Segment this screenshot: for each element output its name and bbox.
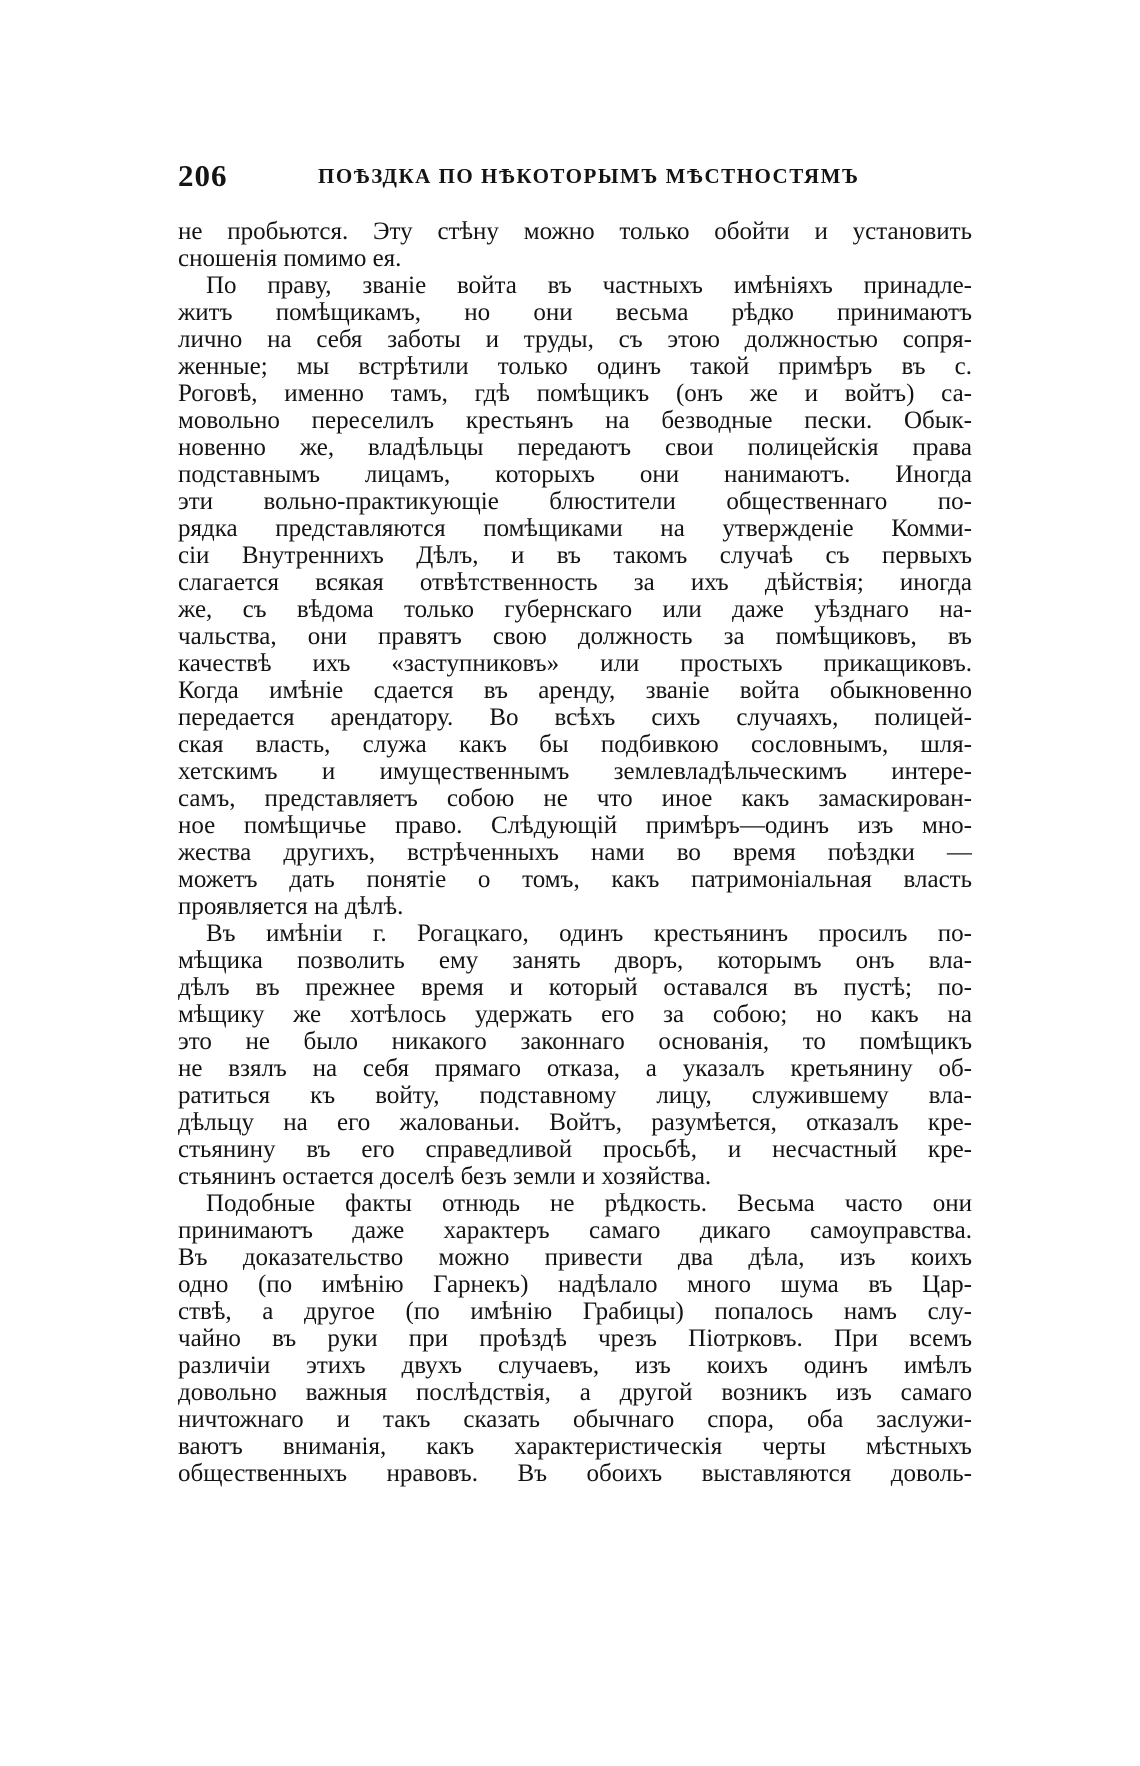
text-line: новенно же, владѣльцы передаютъ свои полицейскія права <box>178 434 972 461</box>
text-line: сношенія помимо ея. <box>178 245 402 272</box>
text-line: ратиться къ войту, подставному лицу, служившему вла- <box>178 1082 972 1109</box>
text-line: ничтожнаго и такъ сказать обычнаго спора, оба заслужи- <box>178 1406 972 1433</box>
text-line: ская власть, служа какъ бы подбивкою сословнымъ, шля- <box>178 731 972 758</box>
running-title: ПОѢЗДКА ПО НѢКОТОРЫМЪ МѢСТНОСТЯМЪ <box>318 164 860 188</box>
text-line: хетскимъ и имущественнымъ землевладѣльческимъ интере- <box>178 758 972 785</box>
text-line: стьянину въ его справедливой просьбѣ, и несчастный кре- <box>178 1136 972 1163</box>
paragraph-first-line: Подобные факты отнюдь не рѣдкость. Весьма часто они <box>206 1190 972 1217</box>
text-line: различіи этихъ двухъ случаевъ, изъ коихъ одинъ имѣлъ <box>178 1352 972 1379</box>
text-line: Въ доказательство можно привести два дѣла, изъ коихъ <box>178 1244 972 1271</box>
text-line: слагается всякая отвѣтственность за ихъ дѣйствія; иногда <box>178 569 972 596</box>
text-line: мѣщику же хотѣлось удержать его за собою; но какъ на <box>178 1001 972 1028</box>
text-line: лично на себя заботы и труды, съ этою должностью сопря- <box>178 326 972 353</box>
text-line: чальства, они правятъ свою должность за помѣщиковъ, въ <box>178 623 972 650</box>
text-line: эти вольно-практикующіе блюстители общественнаго по- <box>178 488 972 515</box>
text-line: проявляется на дѣлѣ. <box>178 893 404 920</box>
text-line: дѣлъ въ прежнее время и который оставался въ пустѣ; по- <box>178 974 972 1001</box>
running-head <box>178 158 972 198</box>
text-line: одно (по имѣнію Гарнекъ) надѣлало много шума въ Цар- <box>178 1271 972 1298</box>
text-line: жества другихъ, встрѣченныхъ нами во время поѣздки — <box>178 839 972 866</box>
text-line: дѣльцу на его жалованьи. Войтъ, разумѣется, отказалъ кре- <box>178 1109 972 1136</box>
text-line: ное помѣщичье право. Слѣдующій примѣръ—одинъ изъ мно- <box>178 812 972 839</box>
text-line: чайно въ руки при проѣздѣ чрезъ Піотрковъ. При всемъ <box>178 1325 972 1352</box>
text-line: качествѣ ихъ «заступниковъ» или простыхъ прикащиковъ. <box>178 650 972 677</box>
body-text <box>178 218 972 1487</box>
text-line: сіи Внутреннихъ Дѣлъ, и въ такомъ случаѣ съ первыхъ <box>178 542 972 569</box>
text-line: передается арендатору. Во всѣхъ сихъ случаяхъ, полицей- <box>178 704 972 731</box>
text-line: можетъ дать понятіе о томъ, какъ патримоніальная власть <box>178 866 972 893</box>
text-line: ваютъ вниманія, какъ характеристическія черты мѣстныхъ <box>178 1433 972 1460</box>
text-line: стьянинъ остается доселѣ безъ земли и хозяйства. <box>178 1163 712 1190</box>
paragraph-first-line: По праву, званіе войта въ частныхъ имѣніяхъ принадле- <box>206 272 972 299</box>
text-line: мовольно переселилъ крестьянъ на безводные пески. Обык- <box>178 407 972 434</box>
text-line: ствѣ, а другое (по имѣнію Грабицы) попалось намъ слу- <box>178 1298 972 1325</box>
page-number: 206 <box>178 158 228 193</box>
text-line: принимаютъ даже характеръ самаго дикаго самоуправства. <box>178 1217 972 1244</box>
text-line: рядка представляются помѣщиками на утвержденіе Комми- <box>178 515 972 542</box>
text-line: Когда имѣніе сдается въ аренду, званіе войта обыкновенно <box>178 677 972 704</box>
text-line: женные; мы встрѣтили только одинъ такой примѣръ въ с. <box>178 353 972 380</box>
text-line: самъ, представляетъ собою не что иное какъ замаскирован- <box>178 785 972 812</box>
text-line: Роговѣ, именно тамъ, гдѣ помѣщикъ (онъ же и войтъ) са- <box>178 380 972 407</box>
text-line: житъ помѣщикамъ, но они весьма рѣдко принимаютъ <box>178 299 972 326</box>
text-line: не пробьются. Эту стѣну можно только обойти и установить <box>178 218 972 245</box>
text-line: мѣщика позволить ему занять дворъ, которымъ онъ вла- <box>178 947 972 974</box>
text-line: это не было никакого законнаго основанія, то помѣщикъ <box>178 1028 972 1055</box>
text-line: не взялъ на себя прямаго отказа, а указалъ кретьянину об- <box>178 1055 972 1082</box>
paragraph-first-line: Въ имѣніи г. Рогацкаго, одинъ крестьянинъ просилъ по- <box>206 920 972 947</box>
text-line: общественныхъ нравовъ. Въ обоихъ выставляются доволь- <box>178 1460 972 1487</box>
text-line: довольно важныя послѣдствія, а другой возникъ изъ самаго <box>178 1379 972 1406</box>
text-line: подставнымъ лицамъ, которыхъ они нанимаютъ. Иногда <box>178 461 972 488</box>
text-line: же, съ вѣдома только губернскаго или даже уѣзднаго на- <box>178 596 972 623</box>
